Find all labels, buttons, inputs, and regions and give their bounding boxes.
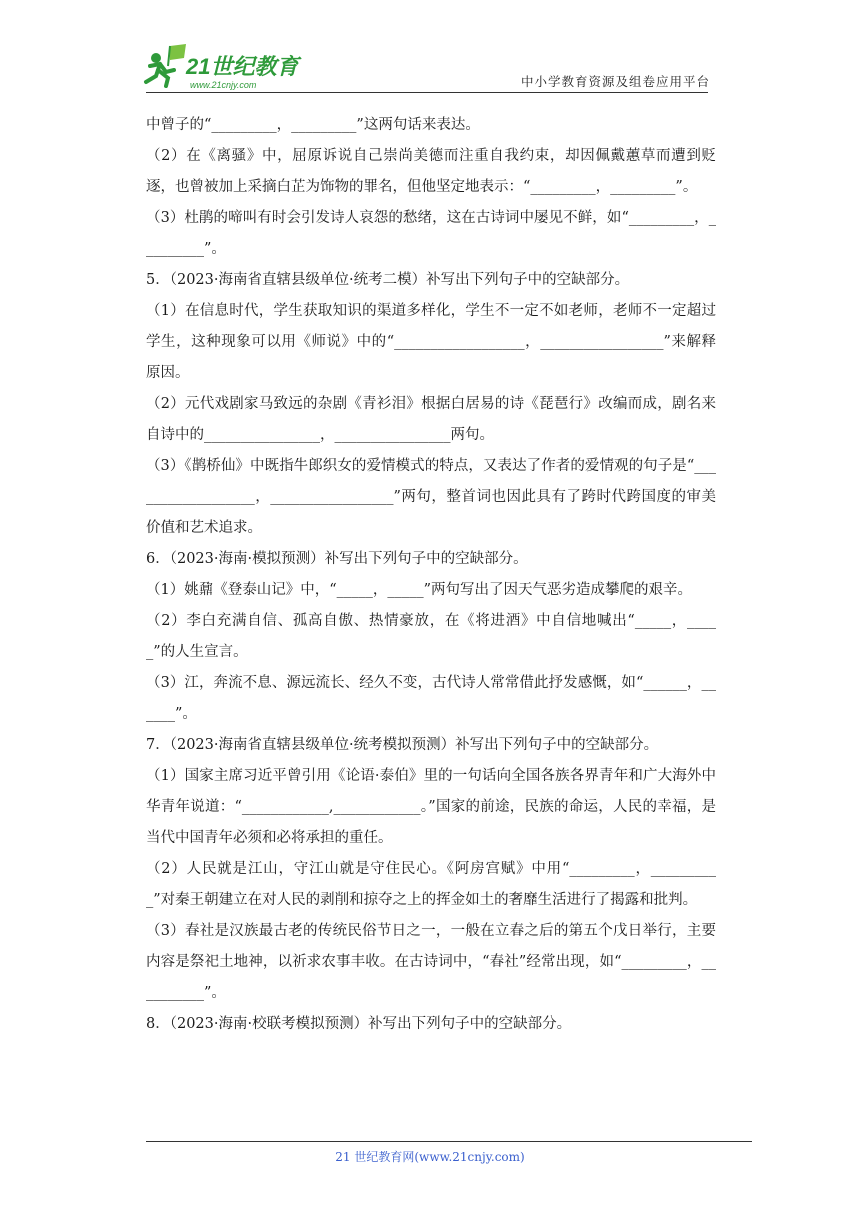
paragraph: （3）江，奔流不息、源远流长、经久不变，古代诗人常常借此抒发感慨，如“______，______”。 [146, 675, 716, 722]
header-divider [146, 92, 708, 93]
footer-link[interactable]: 21 世纪教育网(www.21cnjy.com) [335, 1150, 525, 1164]
logo-text: 21世纪教育 [186, 54, 299, 79]
paragraph: 中曾子的“_________，_________”这两句话来表达。 [146, 117, 480, 133]
paragraph: （1）姚鼐《登泰山记》中，“_____，_____”两句写出了因天气恶劣造成攀爬的艰辛。 [146, 582, 693, 598]
document-body [146, 110, 716, 1040]
logo-url: www.21cnjy.com [190, 80, 257, 90]
paragraph: （1）在信息时代，学生获取知识的渠道多样化，学生不一定不如老师，老师不一定超过学生，这种现象可以用《师说》中的“__________________，_________________”来解释原因。 [146, 303, 716, 381]
question-heading: 6．（2023·海南·模拟预测）补写出下列句子中的空缺部分。 [146, 551, 528, 567]
paragraph: （2）李白充满自信、孤高自傲、热情豪放，在《将进酒》中自信地喊出“_____，_____”的人生宣言。 [146, 613, 716, 660]
question-heading: 5．（2023·海南省直辖县级单位·统考二模）补写出下列句子中的空缺部分。 [146, 272, 630, 288]
footer-divider [146, 1141, 752, 1142]
question-heading: 7．（2023·海南省直辖县级单位·统考模拟预测）补写出下列句子中的空缺部分。 [146, 737, 659, 753]
paragraph: （3）杜鹃的啼叫有时会引发诗人哀怨的愁绪，这在古诗词中屡见不鲜，如“_________，_________”。 [146, 210, 716, 257]
paragraph: （2）元代戏剧家马致远的杂剧《青衫泪》根据白居易的诗《琵琶行》改编而成，剧名来自诗中的________________，________________两句。 [146, 396, 716, 443]
paragraph: （3）春社是汉族最古老的传统民俗节日之一，一般在立春之后的第五个戊日举行，主要内容是祭祀土地神，以祈求农事丰收。在古诗词中，“春社”经常出现，如“_________，__________”。 [146, 923, 716, 1001]
question-heading: 8．（2023·海南·校联考模拟预测）补写出下列句子中的空缺部分。 [146, 1016, 572, 1032]
header-tagline: 中小学教育资源及组卷应用平台 [520, 74, 710, 89]
paragraph: （2）在《离骚》中，屈原诉说自己崇尚美德而注重自我约束，却因佩戴蕙草而遭到贬逐，也曾被加上采摘白芷为饰物的罪名，但他坚定地表示：“_________，_________”。 [146, 148, 716, 195]
brand-logo[interactable] [140, 40, 320, 92]
runner-icon [146, 44, 186, 86]
paragraph: （2）人民就是江山，守江山就是守住民心。《阿房宫赋》中用“_________，__________”对秦王朝建立在对人民的剥削和掠夺之上的挥金如土的奢靡生活进行了揭露和批判。 [146, 861, 716, 908]
paragraph: （1）国家主席习近平曾引用《论语·泰伯》里的一句话向全国各族各界青年和广大海外中华青年说道：“____________,____________。”国家的前途，民族的命运，人民的幸福，是当代中国青年必须和必将承担的重任。 [146, 768, 716, 846]
paragraph: （3）《鹊桥仙》中既指牛郎织女的爱情模式的特点，又表达了作者的爱情观的句子是“__________________，_________________”两句，整首词也因此具有了跨时代跨国度的审美价值和艺术追求。 [146, 458, 716, 536]
